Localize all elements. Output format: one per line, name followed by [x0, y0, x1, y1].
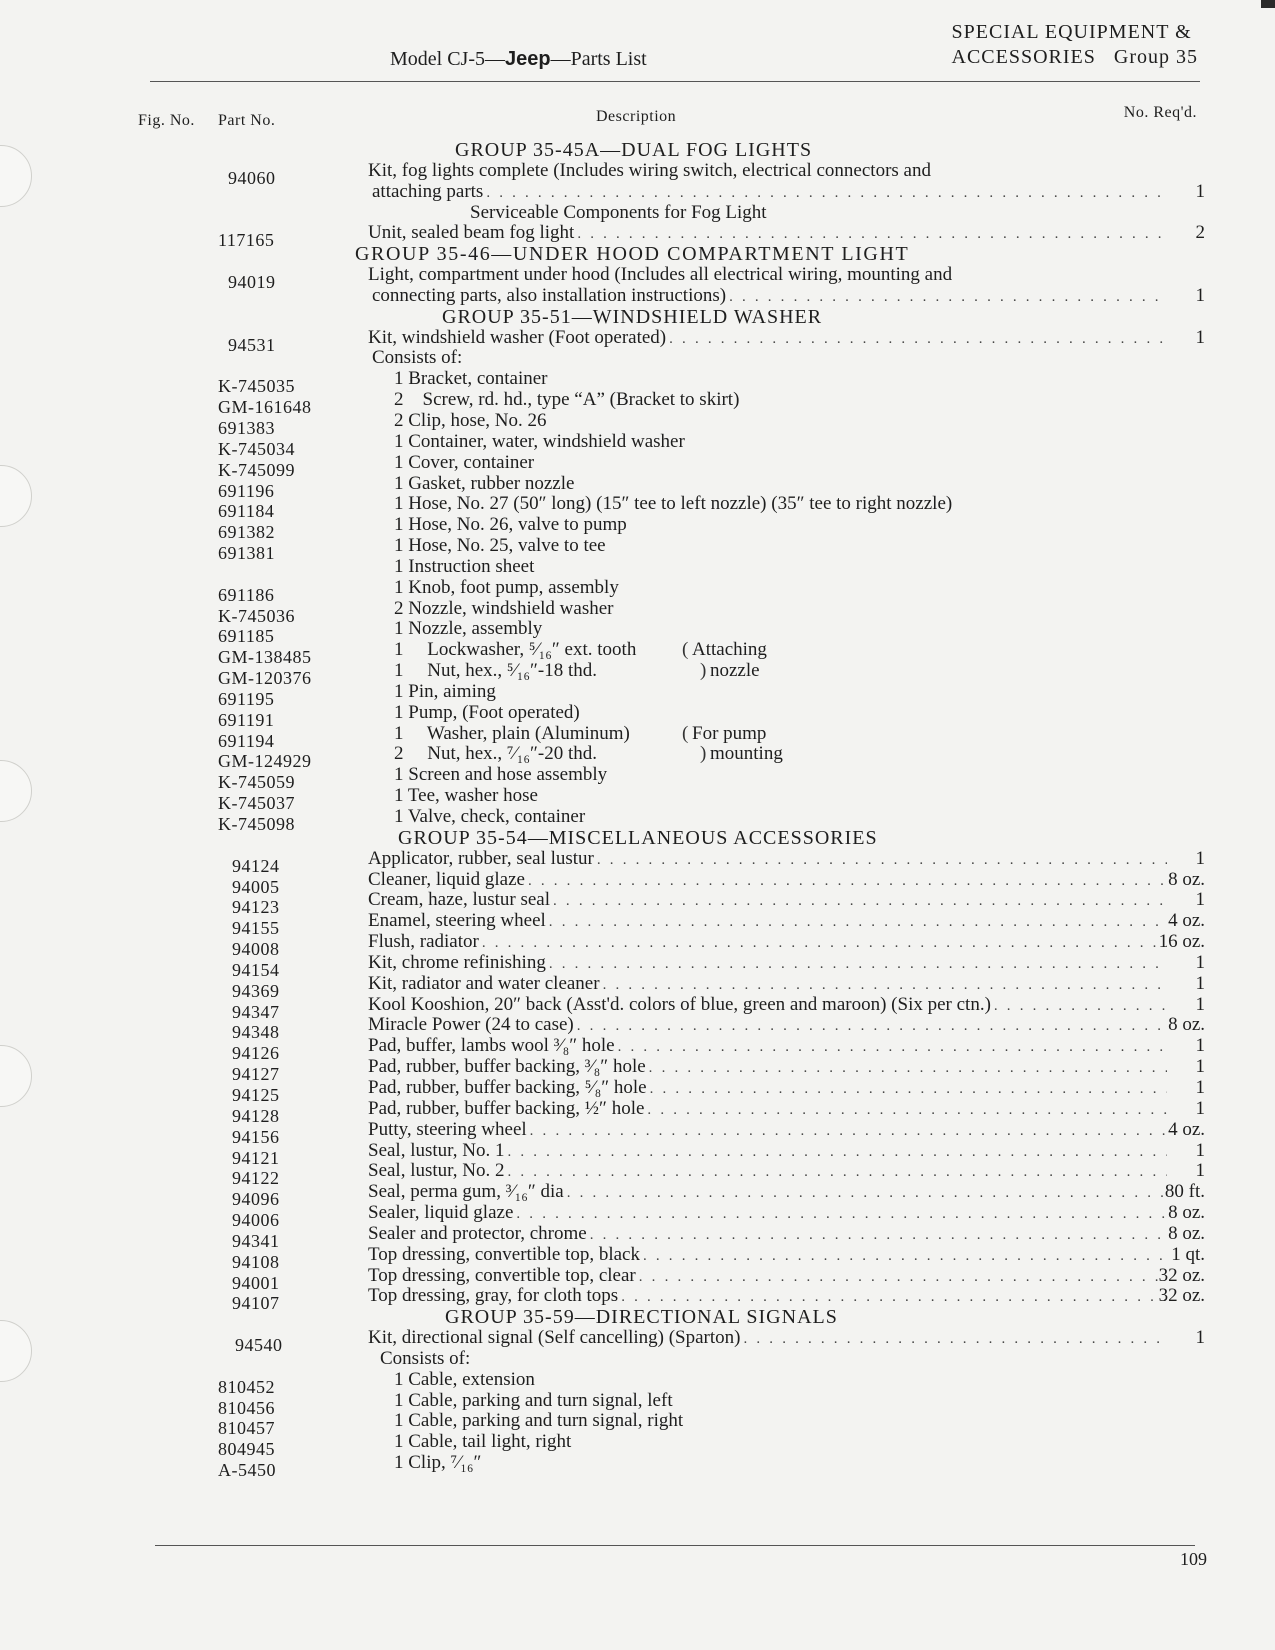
part-number: 691383 — [218, 417, 275, 438]
dot-leader — [649, 1058, 1167, 1079]
corner-tab-mark — [1261, 0, 1275, 8]
part-description: Kit, fog lights complete (Includes wiring switch, electrical connectors and — [368, 159, 931, 181]
dot-leader — [729, 287, 1167, 308]
part-number: 691185 — [218, 626, 275, 647]
quantity-required: 4 oz. — [1168, 910, 1205, 932]
quantity-required: 80 ft. — [1164, 1181, 1205, 1203]
part-number: 94125 — [232, 1084, 280, 1105]
part-number: 94156 — [232, 1126, 280, 1147]
component-description: 1 Instruction sheet — [394, 555, 535, 577]
component-row — [0, 514, 1275, 543]
part-number: 94006 — [232, 1210, 280, 1231]
parts-row — [0, 348, 1275, 369]
parts-row — [0, 1160, 1275, 1189]
part-number: GM-161648 — [218, 397, 312, 418]
component-description: 1 Hose, No. 27 (50″ long) (15″ tee to left nozzle) (35″ tee to right nozzle) — [394, 493, 953, 515]
part-number: 810456 — [218, 1397, 275, 1418]
parts-row — [0, 993, 1275, 1022]
component-description: 1 Gasket, rubber nozzle — [394, 472, 575, 494]
description-cell — [368, 1057, 1167, 1079]
component-row — [0, 1389, 1275, 1418]
component-row — [0, 660, 1275, 689]
part-number: 691191 — [218, 709, 275, 730]
component-description: 1 Clip, ⁷⁄₁₆″ — [394, 1452, 482, 1474]
part-number: K-745035 — [218, 376, 295, 397]
column-header-part-no: Part No. — [218, 112, 276, 129]
dot-leader — [528, 871, 1167, 892]
description-cell — [368, 911, 1167, 933]
parts-row — [0, 203, 1275, 224]
quantity-required: 8 oz. — [1168, 1222, 1205, 1244]
quantity-required: 2 — [1195, 222, 1205, 244]
description-cell — [368, 1203, 1167, 1225]
part-description: Pad, rubber, buffer backing, ³⁄₈″ hole — [368, 1056, 646, 1078]
component-description: 1 Tee, washer hose — [394, 785, 538, 807]
part-number: 94341 — [232, 1230, 280, 1251]
quantity-required: 1 — [1195, 1056, 1205, 1078]
component-row — [0, 764, 1275, 793]
description-cell — [368, 995, 1167, 1017]
quantity-required: 1 — [1195, 1139, 1205, 1161]
part-description: Kit, directional signal (Self cancelling) (Sparton) — [368, 1327, 741, 1349]
component-description: 1 Pin, aiming — [394, 680, 496, 702]
part-number: A-5450 — [218, 1460, 276, 1481]
part-description: Flush, radiator — [368, 931, 479, 953]
section-heading-line1: SPECIAL EQUIPMENT & — [951, 21, 1192, 43]
parts-row — [0, 910, 1275, 939]
dot-leader — [549, 954, 1167, 975]
component-description: 1 Pump, (Foot operated) — [394, 701, 580, 723]
part-number: 94348 — [232, 1022, 280, 1043]
part-number: GM-138485 — [218, 647, 312, 668]
parts-row — [0, 1202, 1275, 1231]
quantity-required: 1 — [1195, 1076, 1205, 1098]
part-description: Cream, haze, lustur seal — [368, 889, 551, 911]
page-number: 109 — [1180, 1549, 1207, 1569]
description-cell — [372, 286, 1167, 308]
quantity-required: 1 — [1195, 1327, 1205, 1349]
component-description: 2 Nut, hex., ⁷⁄₁₆″-20 thd. — [394, 743, 597, 765]
part-number: 810452 — [218, 1376, 275, 1397]
description-cell — [368, 1161, 1167, 1183]
component-row — [0, 618, 1275, 647]
description-cell — [368, 1120, 1167, 1142]
component-description: 1 Cable, parking and turn signal, right — [394, 1410, 684, 1432]
quantity-required: 16 oz. — [1158, 931, 1205, 953]
subheading-text: Consists of: — [380, 1347, 471, 1369]
part-description: Top dressing, convertible top, clear — [368, 1264, 636, 1286]
section-heading-line2: ACCESSORIES Group 35 — [951, 46, 1198, 68]
part-number: 691186 — [218, 584, 275, 605]
subheading-text: Consists of: — [372, 347, 463, 369]
parts-row — [0, 972, 1275, 1001]
part-description: Top dressing, gray, for cloth tops — [368, 1285, 619, 1307]
part-number: 691184 — [218, 501, 275, 522]
parts-row — [0, 1285, 1275, 1314]
part-number: GM-120376 — [218, 668, 312, 689]
part-description: Pad, buffer, lambs wool ³⁄₈″ hole — [368, 1035, 615, 1057]
quantity-required: 1 — [1195, 951, 1205, 973]
component-row — [0, 806, 1275, 834]
description-cell — [368, 1328, 1167, 1350]
component-row — [0, 1452, 1275, 1481]
quantity-required: 1 — [1195, 1097, 1205, 1119]
dot-leader — [621, 1287, 1167, 1308]
component-description: 1 Cable, parking and turn signal, left — [394, 1389, 673, 1411]
component-description: 1 Hose, No. 25, valve to tee — [394, 535, 606, 557]
column-header-description: Description — [596, 108, 677, 125]
header-model-suffix: —Parts List — [550, 48, 647, 70]
part-description: Pad, rubber, buffer backing, ⁵⁄₈″ hole — [368, 1076, 647, 1098]
description-cell — [368, 1099, 1167, 1121]
component-row — [0, 701, 1275, 730]
dot-leader — [577, 1016, 1167, 1037]
component-description: 1 Screen and hose assembly — [394, 764, 608, 786]
part-number: 691195 — [218, 688, 275, 709]
bracket-note: mounting — [710, 743, 783, 765]
parts-row — [0, 222, 1275, 251]
parts-row — [0, 1349, 1275, 1370]
component-description: 1 Valve, check, container — [394, 806, 586, 827]
quantity-required: 8 oz. — [1168, 1202, 1205, 1224]
description-cell — [368, 974, 1167, 996]
dot-leader — [650, 1079, 1167, 1100]
part-number: 691382 — [218, 522, 275, 543]
part-number: K-745059 — [218, 772, 295, 793]
part-description: Top dressing, convertible top, black — [368, 1243, 640, 1265]
quantity-required: 1 — [1195, 1035, 1205, 1057]
part-number: 94019 — [228, 272, 276, 293]
parts-row — [0, 1139, 1275, 1168]
quantity-required: 32 oz. — [1158, 1264, 1205, 1286]
description-cell — [368, 1224, 1167, 1246]
bracket-note: nozzle — [710, 660, 760, 682]
quantity-required: 8 oz. — [1168, 1014, 1205, 1036]
description-cell — [368, 265, 1167, 286]
group-heading-row — [0, 244, 1275, 265]
quantity-required: 1 — [1195, 180, 1205, 202]
component-description: 1 Nozzle, assembly — [394, 618, 543, 640]
group-title: GROUP 35-45A—DUAL FOG LIGHTS — [455, 139, 813, 161]
component-description: 2 Nozzle, windshield washer — [394, 597, 614, 619]
component-row — [0, 535, 1275, 564]
bracket-note: For pump — [692, 722, 767, 744]
description-cell — [368, 1141, 1167, 1163]
dot-leader — [603, 975, 1167, 996]
parts-row — [0, 326, 1275, 355]
column-header-no-reqd: No. Req'd. — [1123, 104, 1197, 121]
part-number: 94126 — [232, 1043, 280, 1064]
part-number: K-745036 — [218, 605, 295, 626]
group-heading-row — [0, 307, 1275, 328]
parts-row — [0, 1076, 1275, 1105]
description-cell — [368, 1266, 1167, 1288]
part-number: K-745034 — [218, 438, 295, 459]
brace-left-icon: ( — [682, 722, 689, 744]
parts-row — [0, 1097, 1275, 1126]
part-description: Sealer and protector, chrome — [368, 1222, 587, 1244]
parts-row — [0, 1243, 1275, 1272]
part-number: 94001 — [232, 1272, 280, 1293]
component-row — [0, 430, 1275, 459]
component-row — [0, 639, 1275, 668]
parts-row — [0, 1181, 1275, 1210]
part-number: 94531 — [228, 334, 276, 355]
component-description: 1 Nut, hex., ⁵⁄₁₆″-18 thd. — [394, 660, 597, 682]
part-number: 691196 — [218, 480, 275, 501]
group-title: GROUP 35-51—WINDSHIELD WASHER — [442, 305, 823, 328]
part-number: 691194 — [218, 730, 275, 751]
component-row — [0, 409, 1275, 438]
component-description: 1 Bracket, container — [394, 368, 548, 390]
part-description: Putty, steering wheel — [368, 1118, 527, 1140]
group-heading-row — [0, 1307, 1275, 1328]
part-description: Kit, radiator and water cleaner — [368, 972, 600, 994]
part-number: 94127 — [232, 1064, 280, 1085]
component-row — [0, 680, 1275, 709]
bracket-note: Attaching — [692, 639, 767, 661]
quantity-required: 4 oz. — [1168, 1118, 1205, 1140]
quantity-required: 1 — [1195, 326, 1205, 348]
brace-left-icon: ) — [700, 743, 707, 765]
description-cell — [368, 328, 1167, 350]
part-number: 94347 — [232, 1001, 280, 1022]
brace-left-icon: ) — [700, 660, 707, 682]
brace-left-icon: ( — [682, 639, 689, 661]
dot-leader — [597, 850, 1167, 871]
part-number: 94008 — [232, 939, 280, 960]
part-description: Kool Kooshion, 20″ back (Asst'd. colors of blue, green and maroon) (Six per ctn.) — [368, 993, 991, 1015]
part-description: Seal, lustur, No. 2 — [368, 1160, 505, 1182]
part-description: attaching parts — [372, 180, 484, 202]
parts-row — [0, 889, 1275, 918]
page-header-title — [390, 48, 647, 71]
part-number: 94096 — [232, 1189, 280, 1210]
component-row — [0, 557, 1275, 578]
component-description: 1 Cover, container — [394, 451, 535, 473]
quantity-required: 1 — [1195, 284, 1205, 306]
description-cell — [368, 1078, 1167, 1100]
column-header-fig-no: Fig. No. — [138, 112, 195, 129]
dot-leader — [507, 1162, 1167, 1183]
quantity-required: 8 oz. — [1168, 868, 1205, 890]
group-heading-row — [0, 828, 1275, 849]
part-number: 94155 — [232, 918, 280, 939]
parts-row — [0, 159, 1275, 188]
component-row — [0, 722, 1275, 751]
description-cell — [368, 932, 1167, 954]
component-description: 1 Container, water, windshield washer — [394, 430, 685, 452]
component-row — [0, 597, 1275, 626]
dot-leader — [590, 1225, 1167, 1246]
part-number: 94107 — [232, 1293, 280, 1314]
parts-row — [0, 264, 1275, 293]
part-description: Cleaner, liquid glaze — [368, 868, 525, 890]
part-number: 810457 — [218, 1418, 275, 1439]
part-number: 117165 — [218, 230, 275, 251]
parts-row — [0, 931, 1275, 960]
part-description: Seal, perma gum, ³⁄₁₆″ dia — [368, 1181, 564, 1203]
description-cell — [368, 1036, 1167, 1058]
description-cell — [368, 1245, 1167, 1267]
quantity-required: 1 — [1195, 993, 1205, 1015]
component-description: 2 Screw, rd. hd., type “A” (Bracket to skirt) — [394, 389, 740, 411]
dot-leader — [482, 933, 1167, 954]
dot-leader — [549, 912, 1167, 933]
component-description: 1 Cable, tail light, right — [394, 1431, 572, 1453]
subheading-text: Serviceable Components for Fog Light — [470, 201, 767, 223]
part-number: 94123 — [232, 897, 280, 918]
component-description: 1 Cable, extension — [394, 1368, 535, 1390]
description-cell — [368, 890, 1167, 912]
part-number: 94060 — [228, 167, 276, 188]
part-description: Enamel, steering wheel — [368, 910, 546, 932]
part-number: 94121 — [232, 1147, 280, 1168]
part-description: Applicator, rubber, seal lustur — [368, 847, 594, 869]
component-row — [0, 451, 1275, 480]
quantity-required: 1 qt. — [1171, 1243, 1205, 1265]
component-description: 1 Hose, No. 26, valve to pump — [394, 514, 627, 536]
part-description: Unit, sealed beam fog light — [368, 222, 575, 244]
description-cell — [368, 1286, 1167, 1308]
parts-row — [0, 286, 1275, 307]
part-description: Light, compartment under hood (Includes all electrical wiring, mounting and — [368, 264, 953, 286]
part-number: 804945 — [218, 1439, 275, 1460]
description-cell — [368, 223, 1167, 245]
group-title: GROUP 35-46—UNDER HOOD COMPARTMENT LIGHT — [355, 243, 910, 266]
part-number: 94540 — [235, 1335, 283, 1356]
part-description: Kit, chrome refinishing — [368, 951, 546, 973]
group-heading-row — [0, 140, 1275, 161]
component-row — [0, 472, 1275, 501]
quantity-required: 1 — [1195, 889, 1205, 911]
parts-row — [0, 1264, 1275, 1293]
part-number: 94108 — [232, 1251, 280, 1272]
component-description: 1 Knob, foot pump, assembly — [394, 576, 619, 598]
component-description: 1 Lockwasher, ⁵⁄₁₆″ ext. tooth — [394, 639, 637, 661]
dot-leader — [567, 1183, 1167, 1204]
header-model-prefix: Model CJ-5— — [390, 48, 505, 70]
component-row — [0, 1431, 1275, 1460]
parts-list-body — [0, 139, 1275, 1481]
parts-row — [0, 868, 1275, 897]
component-row — [0, 576, 1275, 605]
dot-leader — [486, 183, 1167, 204]
description-cell — [368, 953, 1167, 975]
footer-rule — [155, 1545, 1195, 1546]
parts-row — [0, 1222, 1275, 1251]
group-title: GROUP 35-54—MISCELLANEOUS ACCESSORIES — [398, 826, 878, 849]
part-number: GM-124929 — [218, 751, 312, 772]
parts-row — [0, 951, 1275, 980]
part-number: 94124 — [232, 855, 280, 876]
component-row — [0, 785, 1275, 814]
parts-row — [0, 847, 1275, 876]
parts-row — [0, 1056, 1275, 1085]
quantity-required: 32 oz. — [1158, 1285, 1205, 1307]
component-description: 1 Washer, plain (Aluminum) — [394, 722, 630, 744]
dot-leader — [618, 1037, 1167, 1058]
description-cell — [372, 182, 1167, 204]
part-description: connecting parts, also installation instructions) — [372, 284, 727, 306]
parts-row — [0, 1014, 1275, 1043]
description-cell — [368, 870, 1167, 892]
part-description: Miracle Power (24 to case) — [368, 1014, 574, 1036]
dot-leader — [530, 1121, 1167, 1142]
part-number: 691381 — [218, 543, 275, 564]
dot-leader — [516, 1204, 1167, 1225]
description-cell — [368, 161, 1167, 182]
dot-leader — [577, 224, 1167, 245]
component-row — [0, 493, 1275, 522]
description-cell — [368, 1015, 1167, 1037]
dot-leader — [643, 1246, 1167, 1267]
part-number: K-745098 — [218, 814, 295, 834]
dot-leader — [669, 329, 1167, 350]
dot-leader — [647, 1100, 1167, 1121]
quantity-required: 1 — [1195, 972, 1205, 994]
part-number: 94154 — [232, 959, 280, 980]
parts-row — [0, 1327, 1275, 1356]
part-number: 94128 — [232, 1105, 280, 1126]
dot-leader — [639, 1267, 1167, 1288]
parts-row — [0, 182, 1275, 203]
part-number: 94369 — [232, 980, 280, 1001]
component-description: 2 Clip, hose, No. 26 — [394, 409, 547, 431]
part-number: 94005 — [232, 876, 280, 897]
header-rule — [150, 81, 1200, 82]
quantity-required: 1 — [1195, 1160, 1205, 1182]
dot-leader — [744, 1329, 1168, 1350]
component-row — [0, 389, 1275, 418]
group-title: GROUP 35-59—DIRECTIONAL SIGNALS — [445, 1306, 838, 1329]
description-cell — [368, 1182, 1167, 1204]
dot-leader — [553, 891, 1167, 912]
part-description: Pad, rubber, buffer backing, ½″ hole — [368, 1097, 645, 1119]
quantity-required: 1 — [1195, 847, 1205, 869]
component-row — [0, 1368, 1275, 1397]
part-description: Kit, windshield washer (Foot operated) — [368, 326, 667, 348]
description-cell — [368, 849, 1167, 871]
part-description: Sealer, liquid glaze — [368, 1202, 514, 1224]
component-row — [0, 1410, 1275, 1439]
part-number: K-745099 — [218, 459, 295, 480]
dot-leader — [507, 1142, 1167, 1163]
part-number: K-745037 — [218, 793, 295, 814]
component-row — [0, 368, 1275, 397]
section-heading — [952, 20, 1198, 70]
part-number: 94122 — [232, 1168, 280, 1189]
part-description: Seal, lustur, No. 1 — [368, 1139, 505, 1161]
header-brand: Jeep — [505, 48, 551, 70]
parts-row — [0, 1035, 1275, 1064]
parts-row — [0, 1118, 1275, 1147]
component-row — [0, 743, 1275, 772]
